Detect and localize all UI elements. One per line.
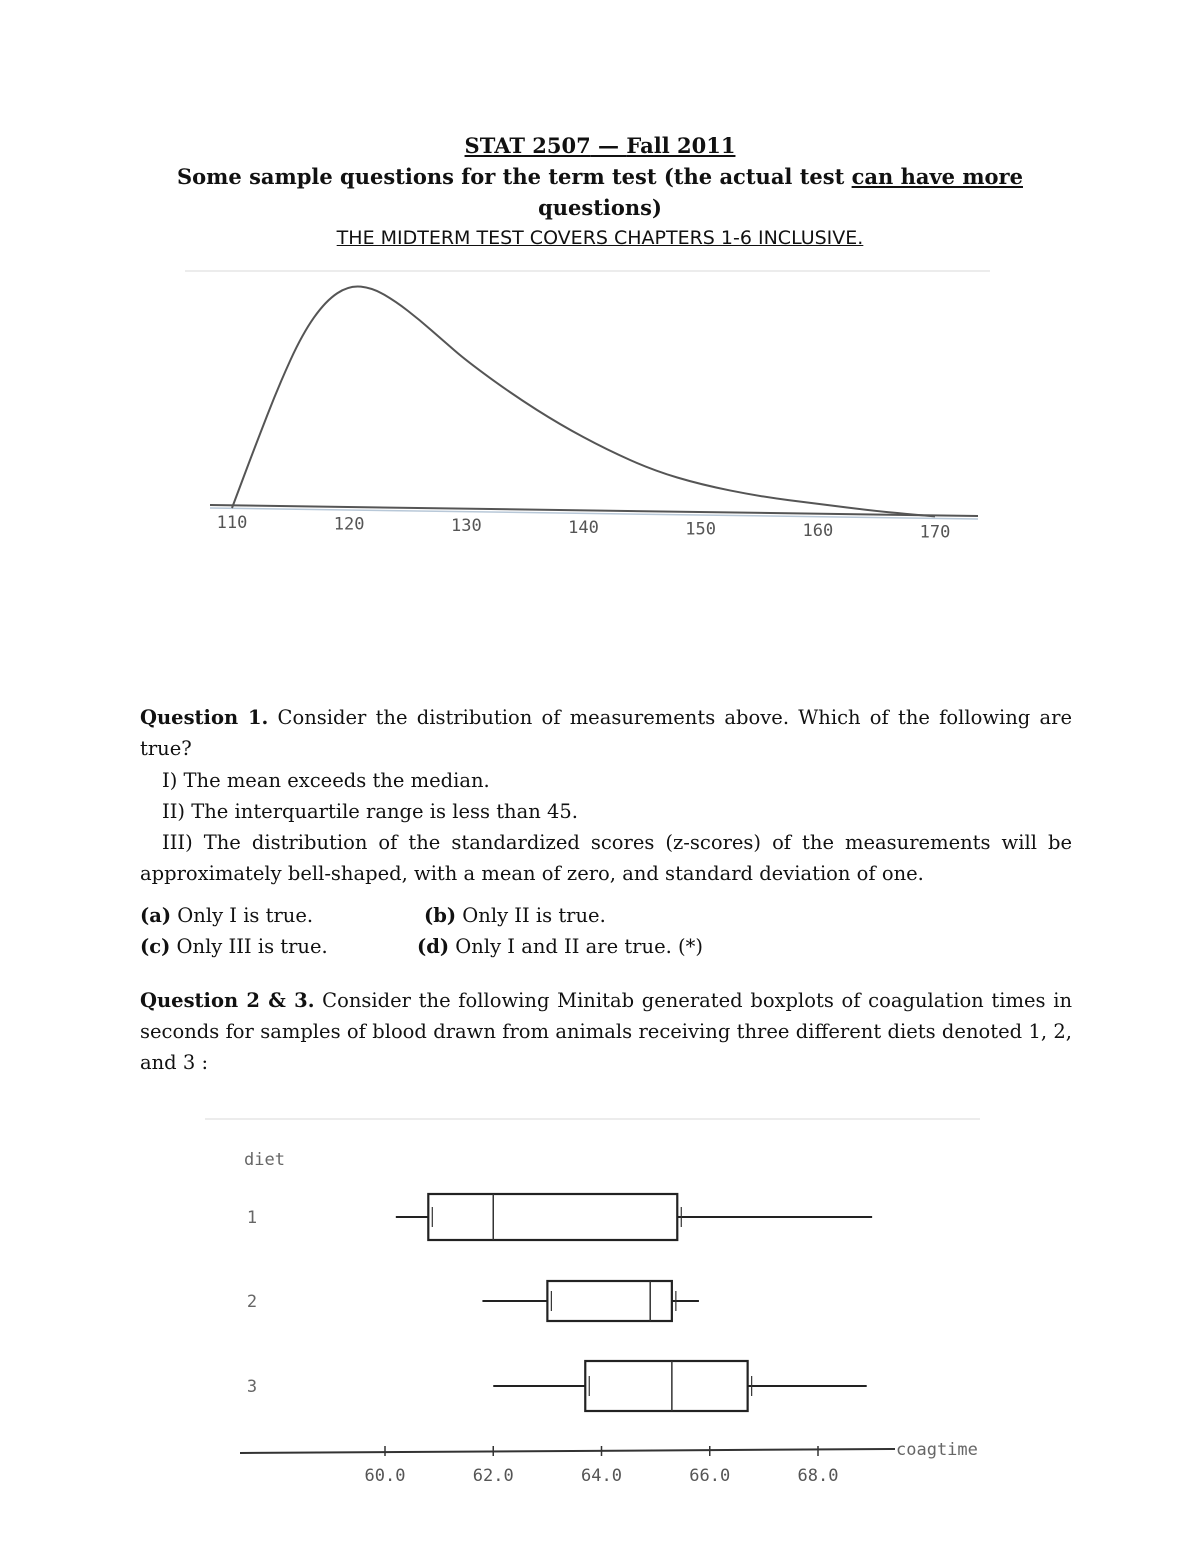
statement-1 xyxy=(140,765,1072,796)
option-a-label: (a) xyxy=(140,904,172,927)
question-1-text: Consider the distribution of measurements above. Which of the following are true? xyxy=(140,706,1073,760)
option-b xyxy=(424,900,606,931)
statement-3-num: III) xyxy=(162,831,193,854)
subtitle-text: Some sample questions for the term test (the actual test xyxy=(177,164,852,189)
option-c-label: (c) xyxy=(140,935,171,958)
option-a xyxy=(140,900,313,931)
boxplot-x-label: coagtime xyxy=(896,1440,978,1460)
subtitle-line-2: questions) xyxy=(538,195,662,220)
statement-3-text: The distribution of the standardized scores (z-scores) of the measurements will be approximately bell-shaped, with a mean of zero, and standard deviation of one. xyxy=(140,831,1072,885)
boxplot-y-label: diet xyxy=(244,1150,285,1170)
coverage-note: THE MIDTERM TEST COVERS CHAPTERS 1-6 INCLUSIVE. xyxy=(336,227,864,249)
option-a-text: Only I is true. xyxy=(171,904,314,927)
term: Fall 2011 xyxy=(626,133,736,158)
course-code: STAT 2507 xyxy=(464,133,591,158)
question-2-3-text: Consider the following Minitab generated boxplots of coagulation times in seconds for samples of blood drawn from animals receiving three different diets denoted 1, 2, and 3 : xyxy=(140,989,1073,1074)
boxplot-category-label: 2 xyxy=(246,1292,258,1312)
question-1-stem xyxy=(140,702,1072,764)
statement-2-num: II) xyxy=(162,800,186,823)
curve-x-tick-label: 110 xyxy=(216,513,248,533)
boxplot-x-tick-label: 62.0 xyxy=(472,1466,514,1486)
option-d-label: (d) xyxy=(417,935,450,958)
option-c xyxy=(140,931,328,962)
curve-x-axis xyxy=(210,505,978,516)
statement-1-num: I) xyxy=(162,769,178,792)
question-2-3-label: Question 2 & 3. xyxy=(140,989,315,1012)
curve-x-tick-label: 130 xyxy=(450,516,482,537)
boxplot-category-label: 1 xyxy=(246,1208,258,1228)
boxplot-x-tick-label: 64.0 xyxy=(581,1466,622,1486)
density-curve-line xyxy=(232,286,935,516)
option-d xyxy=(417,931,703,962)
curve-x-tick-label: 120 xyxy=(333,514,365,535)
statement-2-text: The interquartile range is less than 45. xyxy=(185,800,578,823)
option-c-text: Only III is true. xyxy=(170,935,328,958)
option-d-text: Only I and II are true. (*) xyxy=(449,935,703,958)
boxplot-x-tick-label: 66.0 xyxy=(689,1466,731,1486)
curve-x-tick-label: 170 xyxy=(919,522,951,543)
boxplot-category-label: 3 xyxy=(246,1377,258,1397)
option-b-text: Only II is true. xyxy=(456,904,606,927)
subtitle-underlined: can have more xyxy=(851,164,1023,189)
question-1-label: Question 1. xyxy=(140,706,269,729)
boxplot-x-tick-label: 68.0 xyxy=(797,1466,839,1486)
statement-1-text: The mean exceeds the median. xyxy=(177,769,490,792)
statement-2 xyxy=(140,796,1072,827)
curve-x-tick-label: 150 xyxy=(685,519,717,540)
curve-x-tick-label: 140 xyxy=(568,517,599,538)
statement-3 xyxy=(140,827,1072,889)
option-b-label: (b) xyxy=(424,904,457,927)
curve-x-tick-label: 160 xyxy=(802,521,834,541)
question-2-3-stem xyxy=(140,985,1072,1078)
boxplot-x-tick-label: 60.0 xyxy=(364,1466,406,1486)
page-title: STAT 2507 — Fall 2011 xyxy=(464,133,736,158)
